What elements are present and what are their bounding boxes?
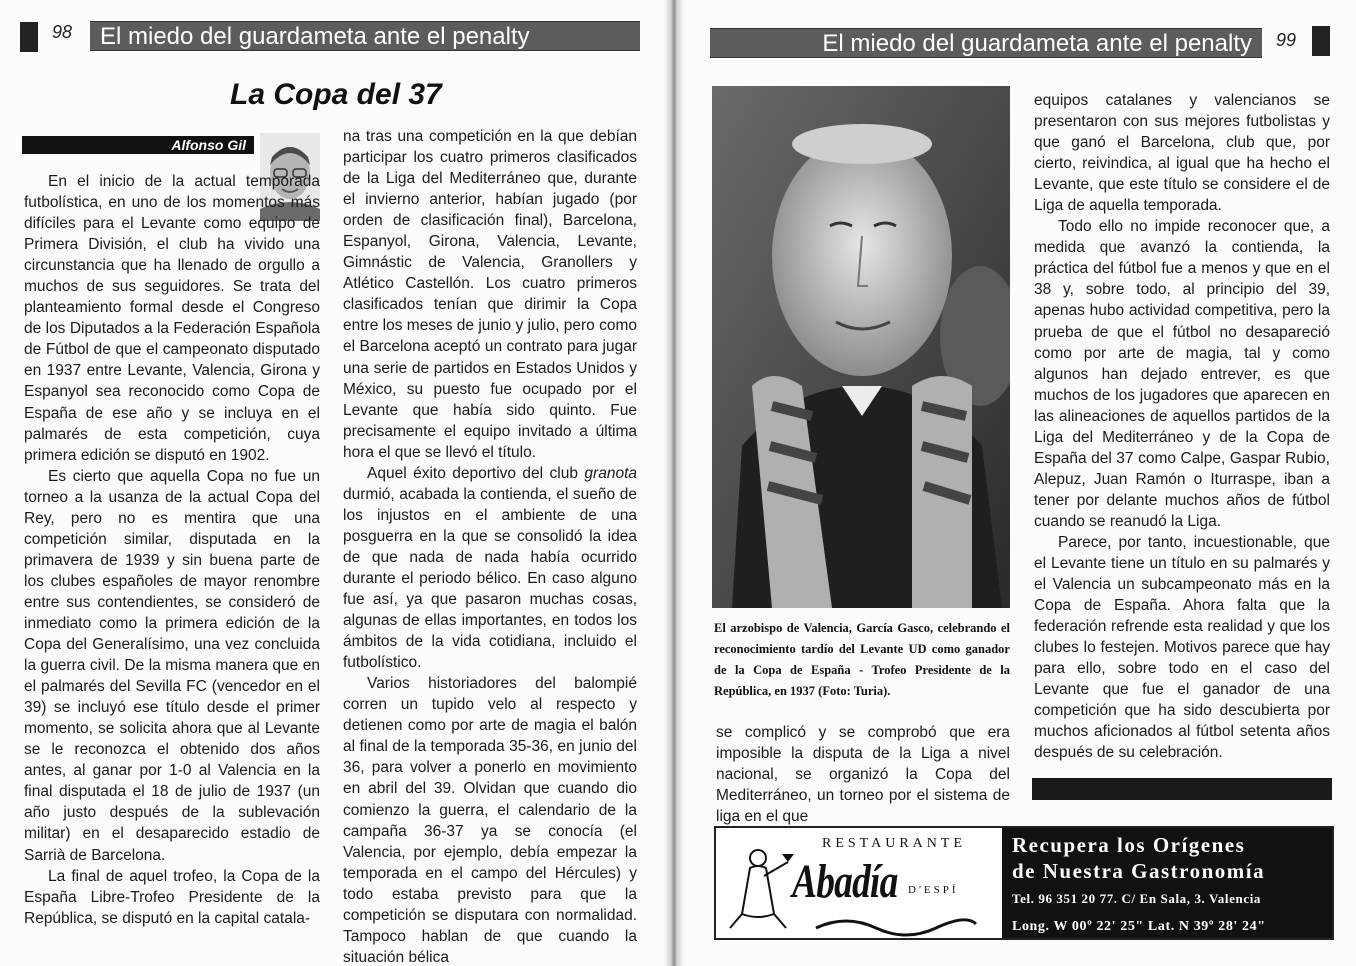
page-tab-marker: [20, 22, 38, 52]
running-header: El miedo del guardameta ante el penalty: [90, 21, 640, 51]
ad-headline: Recupera los Orígenes: [1012, 833, 1246, 857]
ad-info-panel: [1002, 828, 1332, 938]
paragraph: Varios historiadores del balompié corren un tupido velo al respecto y detienen como por arte de magia el balón al final de la temporada 35-36, en junio del 36, para volver a ponerlo en movimiento en abril del 39. Olvidan que cuando dio comienzo la guerra, el calendario de la campaña 36-37 ya se conocía (el Valencia, por ejemplo, debía empezar la temporada en el campo del Hércules) y todo estaba previsto para que la competición se disputara con normalidad. Tampoco hablan de que cuando la situación bélica: [343, 675, 637, 966]
paragraph: En el inicio de la actual temporada futbolística, en uno de los momentos más difíciles para el Levante como equipo de Primera División, el club ha vivido una circunstancia que ha llenado de orgullo a muchos de sus seguidores. Se trata del planteamiento formal desde el Congreso de los Diputados a la Federación Española de Fútbol de que el campeonato disputado en 1937 entre Levante, Valencia, Girona y Espanyol sea reconocido como Copa de España de ese año y se incluya en el palmarés de esta competición, cuya primera edición se disputó en 1902.: [24, 173, 320, 464]
restaurant-label: RESTAURANTE: [822, 836, 966, 851]
restaurant-name: Abadía: [792, 855, 898, 908]
paragraph: Aquel éxito deportivo del club granota durmió, acabada la contienda, el sueño de los injustos en el ambiente de una posguerra en la que se consolidó la idea de que nada de nada había ocurrido durante el periodo bélico. En caso alguno fue así, ya que pasaron muchas cosas, algunas de ellas importantes, en todos los ámbitos de la vida cotidiana, incluido el futbolístico.: [343, 464, 637, 672]
paragraph: La final de aquel trofeo, la Copa de la España Libre-Trofeo Presidente de la República, se disputó en la capital catala-: [24, 867, 320, 927]
decorative-black-strip: [1032, 778, 1332, 800]
restaurant-advertisement: [714, 826, 1334, 940]
page-number: 98: [52, 22, 73, 42]
restaurant-suffix: D'ESPÍ: [908, 884, 959, 896]
ad-coordinates: Long. W 00º 22' 25" Lat. N 39º 28' 24": [1012, 919, 1266, 934]
ad-contact: Tel. 96 351 20 77. C/ En Sala, 3. Valencia: [1012, 891, 1262, 906]
paragraph: equipos catalanes y valencianos se presentaron con sus mejores futbolistas y que ganó el Barcelona, club que, por cierto, reivindica, al igual que ha hecho el Levante, que este título se considere el de Liga de aquella temporada.: [1034, 92, 1330, 215]
photo-caption: El arzobispo de Valencia, García Gasco, celebrando el reconocimiento tardío del Levante UD como ganador de la Copa de España - Trofeo Presidente de la República, en 1937 (Foto: Turia).: [714, 621, 1010, 698]
author-byline: Alfonso Gil: [22, 136, 254, 154]
paragraph: Es cierto que aquella Copa no fue un torneo a la usanza de la actual Copa del Rey, pero no es mentira que una competición similar, disputada en la primavera de 1939 y sin buena parte de los clubes españoles de mayor renombre entre sus contendientes, se consideró de inmediato como la primera edición de la Copa del Generalísimo, una vez concluida la guerra civil. De la misma manera que en el palmarés del Sevilla FC (vencedor en el 39) se incluyó ese título desde el primer momento, se solicita ahora que al Levante se le reconozca el obtenido dos años antes, al ganar por 1-0 al Valencia en la final disputada el 18 de julio de 1937 (un año justo después de la sublevación militar) en el desaparecido estadio de Sarrià de Barcelona.: [24, 467, 320, 864]
paragraph: Todo ello no impide reconocer que, a medida que avanzó la contienda, la práctica del fútbol fue a menos y que en el 38 y, sobre todo, al principio del 39, apenas hubo actividad competitiva, pero la prueba de que el fútbol no desapareció como por arte de magia, tal y como algunos han dejado entrever, es que muchos de los jugadores que aparecen en las alineaciones de aquellos partidos de la Liga del Mediterráneo y de la Copa de España del 37 como Calpe, Gaspar Rubio, Alepuz, Juan Ramón o Iturraspe, iban a tener por delante muchos años de fútbol cuando se reanudó la Liga.: [1034, 218, 1330, 530]
page-tab-marker: [1312, 26, 1330, 56]
book-gutter: [664, 0, 684, 966]
archbishop-photo: [712, 86, 1010, 608]
article-column-1: [24, 171, 320, 929]
ad-headline: de Nuestra Gastronomía: [1012, 859, 1266, 883]
restaurant-logo: [716, 828, 1000, 938]
running-header: El miedo del guardameta ante el penalty: [710, 28, 1262, 58]
left-page: [0, 0, 672, 966]
article-column-3: [716, 722, 1010, 827]
paragraph: Parece, por tanto, incuestionable, que el Levante tiene un título en su palmarés y el Valencia un subcampeonato más en la Copa de España. Ahora falta que la federación refrende esta realidad y que los clubes lo festejen. Motivos parece que hay para ello, sobre todo en el caso del Levante que fue el ganador de una competición que ha sido descubierta por muchos aficionados al fútbol setenta años después de su celebración.: [1034, 533, 1330, 762]
article-title: La Copa del 37: [230, 78, 442, 111]
article-column-4: [1034, 90, 1330, 764]
article-column-2: [343, 126, 637, 966]
paragraph: na tras una competición en la que debían participar los cuatro primeros clasificados de la Liga del Mediterráneo que, durante el invierno anterior, habían jugado (por orden de clasificación final), Barcelona, Espanyol, Girona, Valencia, Levante, Gimnástic de Valencia, Granollers y Atlético Castellón. Los cuatro primeros clasificados tenían que dirimir la Copa entre los meses de junio y julio, pero como el Barcelona aceptó un contrato para jugar una serie de partidos en Estados Unidos y México, su puesto fue ocupado por el Levante que había sido quinto. Fue precisamente el equipo invitado a última hora el que se llevó el título.: [343, 128, 637, 461]
page-number: 99: [1276, 30, 1297, 50]
paragraph: se complicó y se comprobó que era imposible la disputa de la Liga a nivel nacional, se organizó la Copa del Mediterráneo, un torneo por el sistema de liga en el que: [716, 724, 1010, 826]
